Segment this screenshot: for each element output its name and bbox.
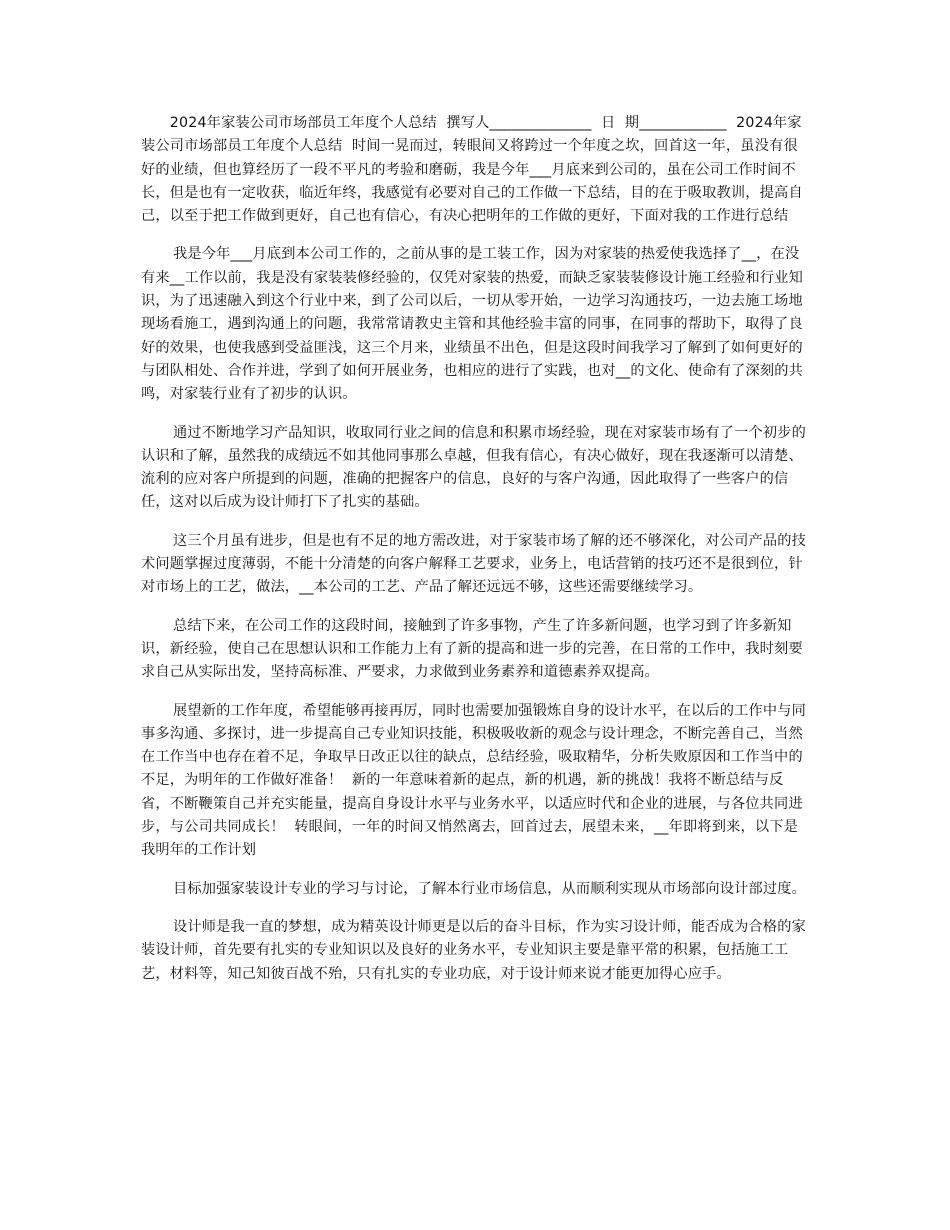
body-paragraph: 总结下来，在公司工作的这段时间，接触到了许多事物，产生了许多新问题，也学习到了许多新知识，新经验，使自己在思想认识和工作能力上有了新的提高和进一步的完善，在日常的工作中，我时刻要求自己从实际出发，坚持高标准、严要求，力求做到业务素养和道德素养双提高。 xyxy=(141,617,803,681)
body-paragraph: 这三个月虽有进步，但是也有不足的地方需改进，对于家装市场了解的还不够深化，对公司产品的技术问题掌握过度薄弱，不能十分清楚的向客户解释工艺要求，业务上，电话营销的技巧还不是很到位，针对市场上的工艺，做法，__本公司的工艺、产品了解还远远不够，这些还需要继续学习。 xyxy=(141,532,807,596)
intro-paragraph: 2024年家装公司市场部员工年度个人总结 撰写人______________ 日 期____________ 2024年家装公司市场部员工年度个人总结 时间一晃而过，转眼间又将跨过一个年度之坎，回首这一年，虽没有很好的业绩，但也算经历了一段不平凡的考验和磨砺，我是今年___月底来到公司的，虽在公司工作时间不长，但是也有一定收获，临近年终，我感觉有必要对自己的工作做一下总结，目的在于吸取教训，提高自己，以至于把工作做到更好，自己也有信心，有决心把明年的工作做的更好，下面对我的工作进行总结 xyxy=(141,115,803,225)
body-paragraph: 通过不断地学习产品知识，收取同行业之间的信息和积累市场经验，现在对家装市场有了一个初步的认识和了解，虽然我的成绩远不如其他同事那么卓越，但我有信心，有决心做好，现在我逐渐可以清楚、流利的应对客户所提到的问题，准确的把握客户的信息，良好的与客户沟通，因此取得了一些客户的信任，这对以后成为设计师打下了扎实的基础。 xyxy=(141,424,807,511)
body-paragraph: 我是今年___月底到本公司工作的，之前从事的是工装工作，因为对家装的热爱使我选择了__，在没有来__工作以前，我是没有家装装修经验的，仅凭对家装的热爱，而缺乏家装装修设计施工经验和行业知识，为了迅速融入到这个行业中来，到了公司以后，一切从零开始，一边学习沟通技巧，一边去施工场地现场看施工，遇到沟通上的问题，我常常请教史主管和其他经验丰富的同事，在同事的帮助下，取得了良好的效果，也使我感到受益匪浅，这三个月来，业绩虽不出色，但是这段时间我学习了解到了如何更好的与团队相处、合作并进，学到了如何开展业务，也相应的进行了实践，也对__的文化、使命有了深刻的共鸣，对家装行业有了初步的认识。 xyxy=(141,246,804,403)
body-paragraph: 展望新的工作年度，希望能够再接再厉，同时也需要加强锻炼自身的设计水平，在以后的工作中与同事多沟通、多探讨，进一步提高自己专业知识技能，积极吸收新的观念与设计理念，不断完善自己，当然在工作当中也存在着不足，争取早日改正以往的缺点，总结经验，吸取精华，分析失败原因和工作当中的不足，为明年的工作做好准备！ 新的一年意味着新的起点，新的机遇，新的挑战！我将不断总结与反省，不断鞭策自己并充实能量，提高自身设计水平与业务水平，以适应时代和企业的进展，与各位共同进步，与公司共同成长！ 转眼间，一年的时间又悄然离去，回首过去，展望未来，__年即将到来，以下是我明年的工作计划 xyxy=(141,702,807,859)
body-paragraph: 目标加强家装设计专业的学习与讨论，了解本行业市场信息，从而顺利实现从市场部向设计部过度。 xyxy=(173,880,807,897)
document-page xyxy=(141,112,811,986)
body-paragraph: 设计师是我一直的梦想，成为精英设计师更是以后的奋斗目标，作为实习设计师，能否成为合格的家装设计师，首先要有扎实的专业知识以及良好的业务水平，专业知识主要是靠平常的积累，包括施工工艺，材料等，知己知彼百战不殆，只有扎实的专业功底，对于设计师来说才能更加得心应手。 xyxy=(141,918,807,982)
